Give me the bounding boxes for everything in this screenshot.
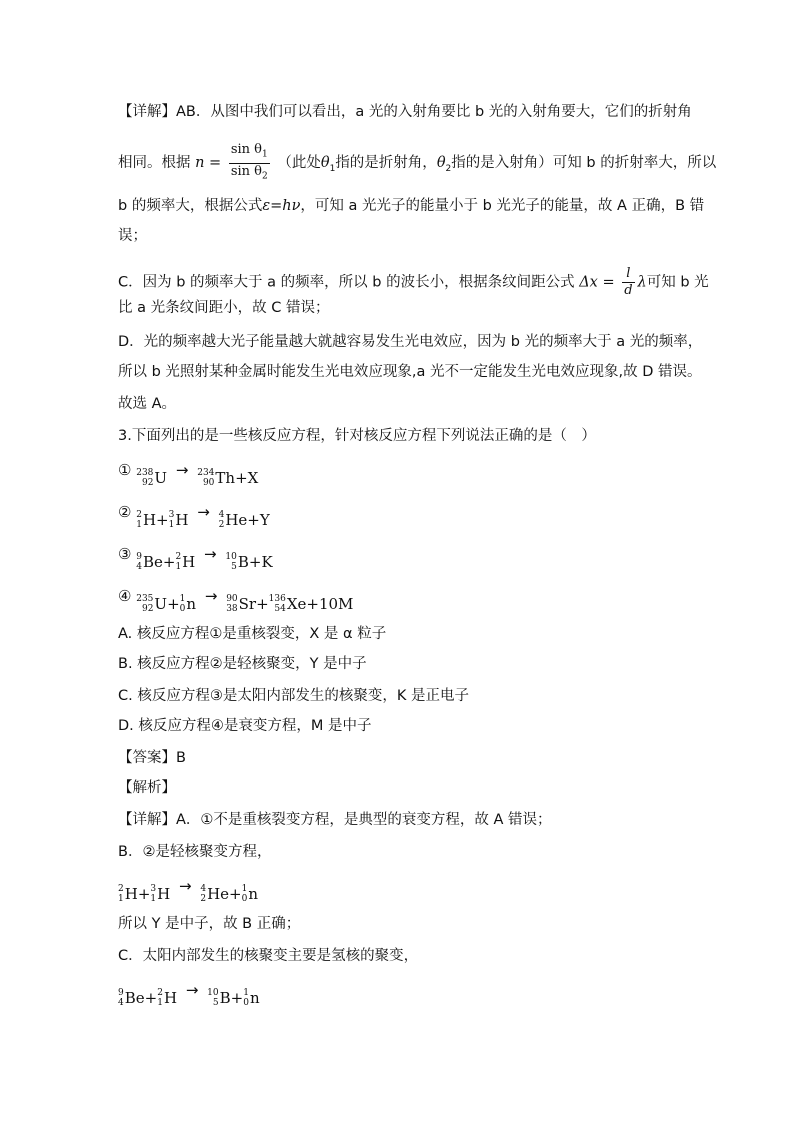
theta-symbol: θ bbox=[320, 155, 330, 172]
text-line: C．太阳内部发生的核聚变主要是氢核的聚变， bbox=[118, 948, 419, 964]
text-line: 【详解】AB．从图中我们可以看出，a 光的入射角要比 b 光的入射角要大，它们的折射角 bbox=[118, 104, 692, 120]
arrow-icon: → bbox=[204, 545, 217, 563]
option-b: B. 核反应方程②是轻核聚变，Y 是中子 bbox=[118, 656, 367, 672]
text-line bbox=[118, 196, 704, 216]
arrow-icon: → bbox=[175, 461, 189, 479]
text-line: 比 a 光条纹间距小，故 C 错误； bbox=[118, 300, 330, 316]
text-line: 所以 Y 是中子，故 B 正确； bbox=[118, 916, 301, 932]
arrow-icon: → bbox=[185, 981, 199, 999]
theta-symbol: θ bbox=[436, 155, 446, 172]
text-fragment: 可知 b 光 bbox=[646, 274, 709, 291]
text-line: D．光的频率越大光子能量越大就越容易发生光电效应，因为 b 光的频率大于 a 光的频率， bbox=[118, 334, 703, 350]
text-fragment: 指的是折射角， bbox=[335, 155, 437, 172]
lambda-symbol: λ bbox=[637, 274, 647, 291]
text-line-formula: 相同。根据 n = $\frac{\sin \theta_1}{\sin \theta_2}$ （此处$\theta_1$指的是折射角，$\theta_2$指的是入射角）可知 b 的折射率大，所以 bbox=[118, 142, 716, 184]
text-fragment: （此处 bbox=[277, 155, 321, 172]
text-fragment: C．因为 b 的频率大于 a 的频率，所以 b 的波长小，根据条纹间距公式 bbox=[118, 274, 575, 291]
equation-6: 9 4 Be+ 2 1 H → 10 5 B+ 1 0 n bbox=[118, 981, 260, 1008]
snell-fraction bbox=[229, 142, 270, 184]
arrow-icon: → bbox=[197, 503, 210, 521]
formula-n: n = bbox=[195, 155, 222, 172]
text-fragment: 相同。根据 bbox=[118, 155, 191, 172]
text-line: 误； bbox=[118, 228, 147, 244]
formula-dx: Δx = bbox=[579, 274, 615, 291]
fraction-numerator: $\sin \theta_1$ bbox=[229, 142, 270, 164]
text-line: 所以 b 光照射某种金属时能发生光电效应现象,a 光不一定能发生光电效应现象,故 D 错误。 bbox=[118, 364, 702, 380]
text-line-formula bbox=[118, 266, 709, 299]
fraction-numerator: l bbox=[622, 266, 634, 283]
text-fragment: 指的是入射角）可知 b 的折射率大，所以 bbox=[451, 155, 717, 172]
text-fragment: ，可知 a 光光子的能量小于 b 光光子的能量，故 A 正确，B 错 bbox=[300, 198, 705, 214]
answer-line: 【答案】B bbox=[118, 750, 186, 766]
option-a: A. 核反应方程①是重核裂变，X 是 α 粒子 bbox=[118, 626, 387, 642]
question-stem: 3.下面列出的是一些核反应方程，针对核反应方程下列说法正确的是（ ） bbox=[118, 428, 596, 444]
formula-photon-energy: ε=hν bbox=[262, 198, 301, 214]
equation-2: ② 2 1 H+ 3 1 H → 4 2 He+Y bbox=[118, 503, 270, 530]
option-d: D. 核反应方程④是衰变方程，M 是中子 bbox=[118, 718, 372, 734]
text-fragment: b 的频率大，根据公式 bbox=[118, 198, 263, 214]
fraction-denominator: $\sin \theta_2$ bbox=[230, 163, 268, 182]
text-line: 【详解】A．①不是重核裂变方程，是典型的衰变方程，故 A 错误； bbox=[118, 812, 552, 828]
fraction-denominator: d bbox=[624, 283, 633, 298]
fringe-fraction bbox=[622, 266, 634, 299]
text-line: B．②是轻核聚变方程， bbox=[118, 844, 272, 860]
arrow-icon: → bbox=[204, 587, 218, 605]
equation-5: 2 1 H+ 3 1 H → 4 2 He+ 1 0 n bbox=[118, 877, 259, 904]
option-c: C. 核反应方程③是太阳内部发生的核聚变，K 是正电子 bbox=[118, 688, 469, 704]
arrow-icon: → bbox=[179, 877, 192, 895]
equation-4: ④ 235 92 U+ 1 0 n → 90 38 Sr+ 136 54 Xe+10M bbox=[118, 587, 354, 614]
text-line: 故选 A。 bbox=[118, 396, 177, 412]
equation-1: ① 238 92 U → 234 90 Th+X bbox=[118, 461, 259, 488]
analysis-heading: 【解析】 bbox=[118, 780, 176, 796]
equation-3: ③ 9 4 Be+ 2 1 H → 10 5 B+K bbox=[118, 545, 273, 572]
